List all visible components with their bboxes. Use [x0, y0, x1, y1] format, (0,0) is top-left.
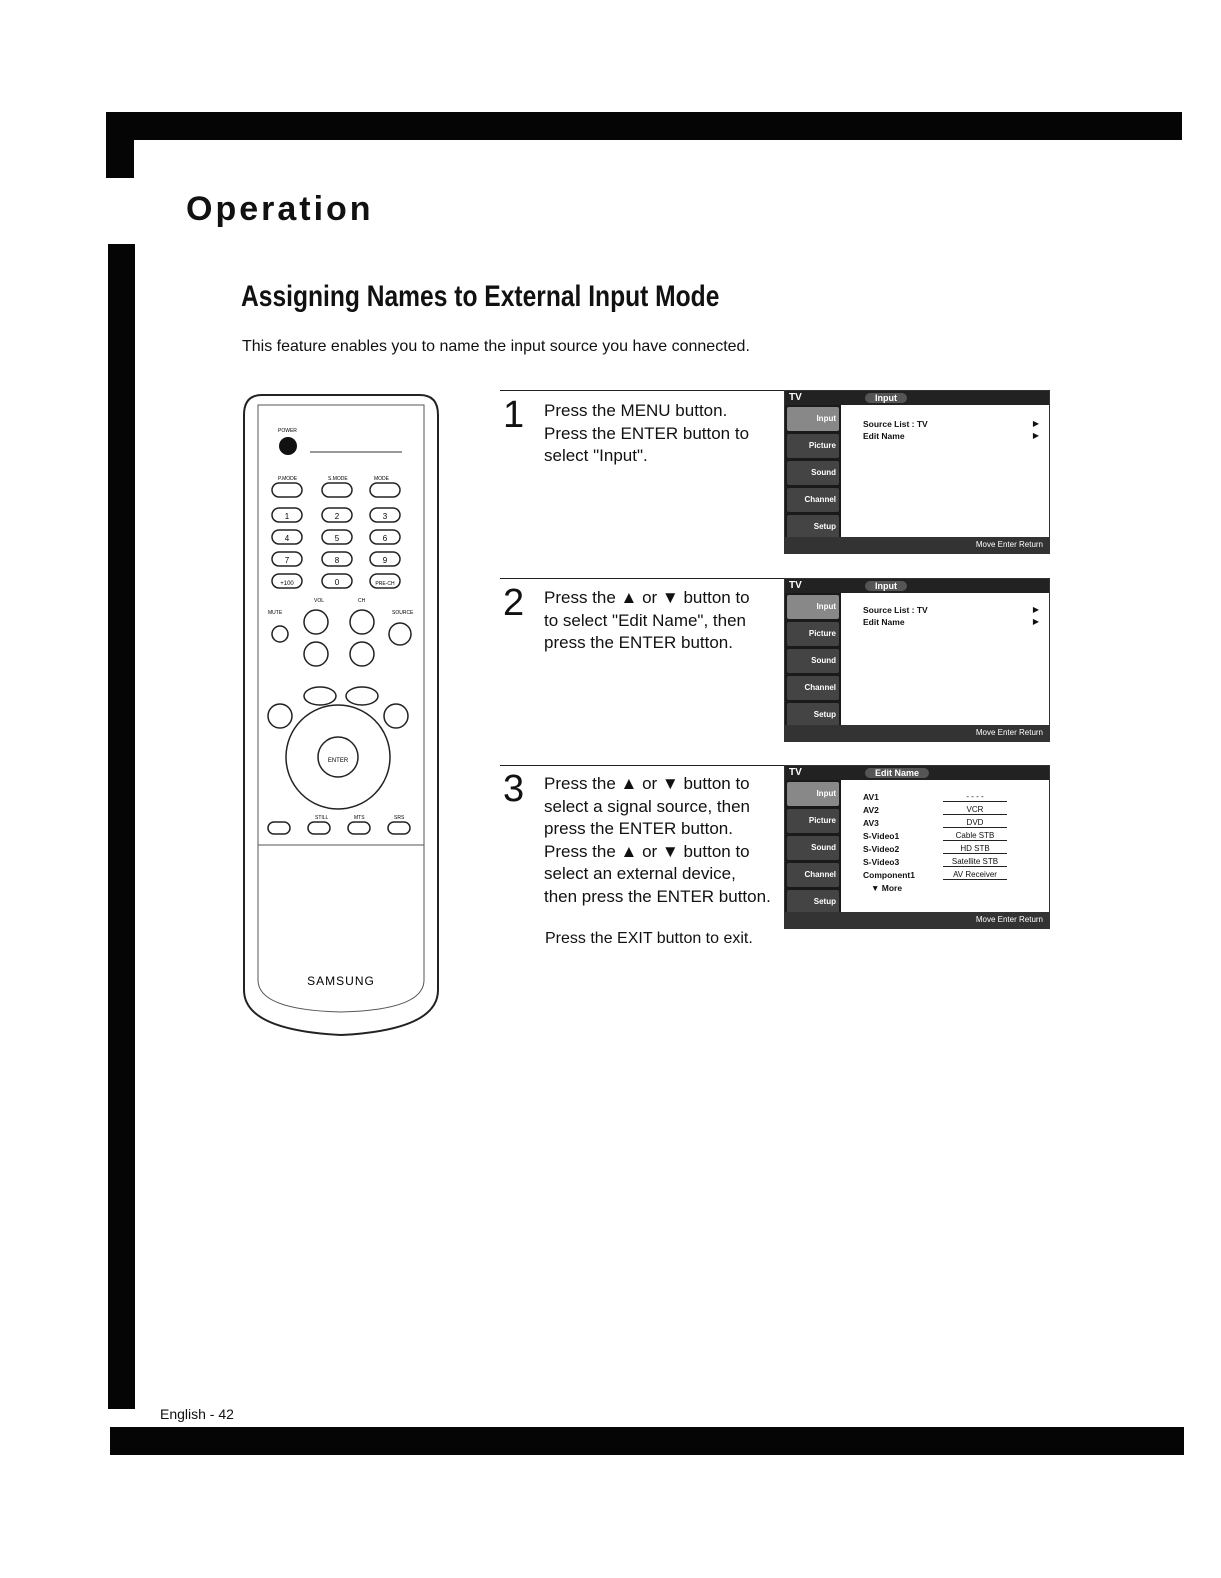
- osd-topbar: [785, 579, 1049, 593]
- osd-side-item: Picture: [787, 434, 839, 458]
- osd-side-item: Input: [787, 407, 839, 431]
- osd-row: Component1: [863, 870, 915, 880]
- osd-title: Input: [865, 393, 907, 403]
- osd-row: AV3: [863, 818, 879, 828]
- key-label: 5: [334, 534, 340, 543]
- osd-side-item: Picture: [787, 809, 839, 833]
- remote-control-illustration: [242, 390, 440, 1040]
- osd-arrow-icon: ▶: [1032, 431, 1039, 440]
- step-line: select an external device,: [544, 864, 736, 883]
- remote-label: STILL: [315, 815, 329, 821]
- osd-row: ▼ More: [871, 883, 903, 893]
- remote-label: S.MODE: [328, 476, 348, 482]
- remote-label: CH: [358, 598, 366, 604]
- osd-value: DVD: [943, 818, 1007, 828]
- osd-side-item: Setup: [787, 515, 839, 539]
- bottom-rule: [110, 1427, 1184, 1455]
- exit-note: Press the EXIT button to exit.: [545, 930, 753, 947]
- remote-label: SOURCE: [392, 610, 414, 616]
- osd-side-item: Setup: [787, 890, 839, 914]
- key-label: 3: [382, 512, 388, 521]
- osd-title: Edit Name: [865, 768, 929, 778]
- remote-label: MODE: [374, 476, 389, 482]
- osd-sidebar: [785, 593, 841, 725]
- osd-side-item: Channel: [787, 488, 839, 512]
- key-label: 7: [284, 556, 290, 565]
- step-line: then press the ENTER button.: [544, 886, 771, 906]
- key-label: 6: [382, 534, 388, 543]
- osd-sidebar: [785, 780, 841, 912]
- osd-value: Cable STB: [943, 831, 1007, 841]
- osd-row: Edit Name: [863, 431, 905, 441]
- osd-row: S-Video2: [863, 844, 900, 854]
- osd-topbar: [785, 391, 1049, 405]
- osd-row: Source List : TV: [863, 605, 928, 615]
- key-label: 4: [284, 534, 290, 543]
- top-rule-tab: [106, 112, 134, 178]
- key-label: PRE-CH: [375, 581, 395, 587]
- osd-arrow-icon: ▶: [1032, 617, 1039, 626]
- osd-side-item: Setup: [787, 703, 839, 727]
- osd-side-item: Sound: [787, 836, 839, 860]
- osd-side-item: Picture: [787, 622, 839, 646]
- step-3-rule: [500, 765, 784, 766]
- key-label: 9: [382, 556, 388, 565]
- osd-side-item: Sound: [787, 649, 839, 673]
- page-number: English - 42: [160, 1406, 234, 1422]
- osd-tv-tag: TV: [789, 767, 802, 778]
- osd-row: AV1: [863, 792, 879, 802]
- osd-value: VCR: [943, 805, 1007, 815]
- step-line: select "Input".: [544, 446, 648, 465]
- osd-row: S-Video1: [863, 831, 900, 841]
- osd-bottombar: Move Enter Return: [785, 537, 1049, 553]
- osd-value: - - - -: [943, 792, 1007, 802]
- step-line: select a signal source, then: [544, 796, 751, 816]
- remote-label: MTS: [354, 815, 365, 821]
- step-2-text: [544, 587, 784, 655]
- step-line: to select "Edit Name", then: [544, 610, 746, 630]
- intro-text: This feature enables you to name the input source you have connected.: [242, 338, 750, 355]
- section-title: Operation: [186, 190, 374, 228]
- remote-label: MUTE: [268, 610, 283, 616]
- left-rule: [108, 244, 135, 1409]
- top-rule: [106, 112, 1182, 140]
- osd-input-menu: [784, 578, 1050, 742]
- key-label: 2: [334, 512, 340, 521]
- osd-bottombar: Move Enter Return: [785, 725, 1049, 741]
- remote-label: ENTER: [327, 758, 349, 764]
- osd-side-item: Sound: [787, 461, 839, 485]
- osd-side-item: Input: [787, 782, 839, 806]
- key-label: 0: [334, 578, 340, 587]
- remote-label: VOL: [314, 598, 325, 604]
- osd-edit-name-menu: [784, 765, 1050, 929]
- step-line: press the ENTER button.: [544, 819, 733, 838]
- osd-side-item: Channel: [787, 676, 839, 700]
- osd-side-item: Input: [787, 595, 839, 619]
- osd-row: S-Video3: [863, 857, 900, 867]
- osd-tv-tag: TV: [789, 580, 802, 591]
- step-1-rule: [500, 390, 784, 391]
- step-line: Press the MENU button.: [544, 401, 728, 420]
- step-line: Press the ▲ or ▼ button to: [544, 588, 750, 607]
- osd-row: Source List : TV: [863, 419, 928, 429]
- key-label: 1: [284, 512, 290, 521]
- key-label: +100: [280, 581, 294, 587]
- step-number: 2: [503, 582, 525, 624]
- osd-sidebar: [785, 405, 841, 537]
- osd-value: AV Receiver: [943, 870, 1007, 880]
- osd-tv-tag: TV: [789, 392, 802, 403]
- remote-label: SRS: [394, 815, 405, 821]
- osd-value: HD STB: [943, 844, 1007, 854]
- key-label: 8: [334, 556, 340, 565]
- step-line: Press the ENTER button to: [544, 423, 750, 443]
- osd-title: Input: [865, 581, 907, 591]
- osd-side-item: Channel: [787, 863, 839, 887]
- osd-value: Satellite STB: [943, 857, 1007, 867]
- osd-arrow-icon: ▶: [1032, 419, 1039, 428]
- step-line: press the ENTER button.: [544, 633, 733, 652]
- step-line: Press the ▲ or ▼ button to: [544, 774, 750, 793]
- osd-input-menu: [784, 390, 1050, 554]
- page-heading: Assigning Names to External Input Mode: [241, 280, 720, 313]
- step-number: 1: [503, 394, 525, 436]
- step-line: Press the ▲ or ▼ button to: [544, 841, 750, 861]
- remote-brand: SAMSUNG: [307, 974, 375, 988]
- step-3-text: [544, 773, 784, 908]
- osd-arrow-icon: ▶: [1032, 605, 1039, 614]
- osd-bottombar: Move Enter Return: [785, 912, 1049, 928]
- step-2-rule: [500, 578, 784, 579]
- step-number: 3: [503, 768, 525, 810]
- osd-row: AV2: [863, 805, 879, 815]
- power-button: [279, 437, 297, 455]
- remote-label: P.MODE: [278, 476, 298, 482]
- osd-row: Edit Name: [863, 617, 905, 627]
- step-1-text: [544, 400, 784, 468]
- remote-label: POWER: [278, 428, 297, 434]
